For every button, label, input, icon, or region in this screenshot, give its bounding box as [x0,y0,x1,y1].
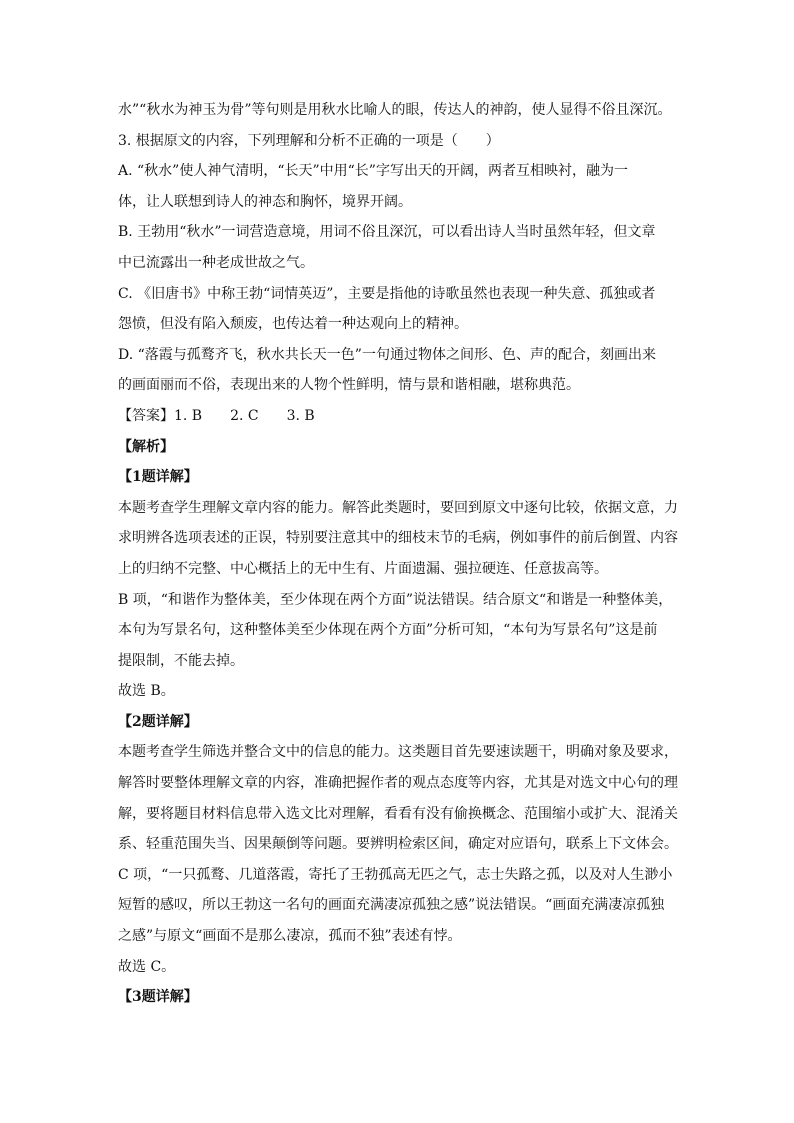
answer-line: 【答案】1. B 2. C 3. B [118,407,315,424]
text-line: B 项，“和谐作为整体美，至少体现在两个方面”说法错误。结合原文“和谐是一种整体美， [118,591,673,608]
q1-heading: 【1题详解】 [118,469,198,486]
option-b: B. 王勃用“秋水”一词营造意境，用词不俗且深沉，可以看出诗人当时虽然年轻，但文章 [118,224,656,241]
text-line: 提限制，不能去掉。 [118,652,244,669]
text-line: 本题考查学生理解文章内容的能力。解答此类题时，要回到原文中逐句比较，依据文意，力 [118,499,678,516]
option-b-cont: 中已流露出一种老成世故之气。 [118,254,314,271]
option-d: D. “落霞与孤鹜齐飞，秋水共长天一色”一句通过物体之间形、色、声的配合，刻画出来 [118,346,656,363]
text-line: 系、轻重范围失当、因果颠倒等问题。要辨明检索区间，确定对应语句，联系上下文体会。 [118,836,678,853]
option-c-cont: 怨愤，但没有陷入颓废，也传达着一种达观向上的精神。 [118,316,468,333]
document-body [118,100,678,1018]
q2-choice: 故选 C。 [118,958,176,975]
option-d-cont: 的画面丽而不俗，表现出来的人物个性鲜明，情与景和谐相融，堪称典范。 [118,377,580,394]
q3-heading: 【3题详解】 [118,989,198,1006]
text-line: 水”“秋水为神玉为骨”等句则是用秋水比喻人的眼，传达人的神韵，使人显得不俗且深沉。 [118,102,672,118]
q1-choice: 故选 B。 [118,683,175,700]
option-a-cont: 体，让人联想到诗人的神态和胸怀，境界开阔。 [118,193,412,210]
text-line: 上的归纳不完整、中心概括上的无中生有、片面遗漏、强拉硬连、任意拔高等。 [118,560,608,577]
text-line: 短暂的感叹，所以王勃这一名句的画面充满凄凉孤独之感”说法错误。“画面充满凄凉孤独 [118,897,665,914]
option-c: C. 《旧唐书》中称王勃“词情英迈”，主要是指他的诗歌虽然也表现一种失意、孤独或者 [118,285,656,302]
q2-heading: 【2题详解】 [118,713,198,730]
question-stem: 3. 根据原文的内容，下列理解和分析不正确的一项是（ ） [118,132,500,149]
text-line: 之感”与原文“画面不是那么凄凉，孤而不独”表述有悖。 [118,928,462,945]
text-line: 本题考查学生筛选并整合文中的信息的能力。这类题目首先要速读题干，明确对象及要求， [118,744,678,761]
option-a: A. “秋水”使人神气清明，“长天”中用“长”字写出天的开阔，两者互相映衬，融为一 [118,163,628,180]
text-line: 解，要将题目材料信息带入选文比对理解，看看有没有偷换概念、范围缩小或扩大、混淆关 [118,805,678,822]
text-line: 解答时要整体理解文章的内容，准确把握作者的观点态度等内容，尤其是对选文中心句的理 [118,775,678,792]
text-line: C 项，“一只孤鹜、几道落霞，寄托了王勃孤高无匹之气，志士失路之孤，以及对人生渺小 [118,866,673,883]
analysis-heading: 【解析】 [118,438,174,455]
text-line: 本句为写景名句，这种整体美至少体现在两个方面”分析可知，“本句为写景名句”这是前 [118,622,658,639]
text-line: 求明辨各选项表述的正误，特别要注意其中的细枝末节的毛病，例如事件的前后倒置、内容 [118,530,678,547]
